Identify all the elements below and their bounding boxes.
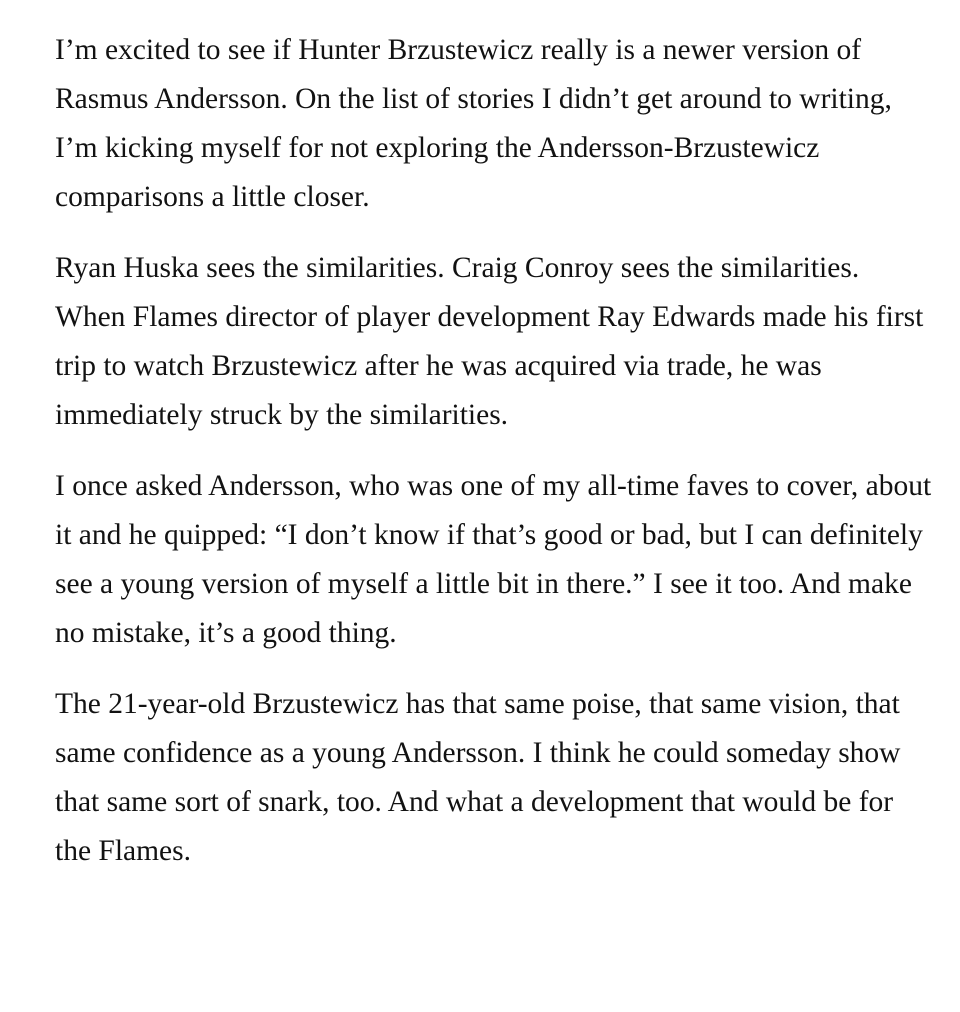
article-body bbox=[55, 26, 935, 876]
article-paragraph: I once asked Andersson, who was one of my all-time faves to cover, about it and he quipped: “I don’t know if that’s good or bad, but I can definitely see a young version of myself a little bit in there.” I see it too. And make no mistake, it’s a good thing. bbox=[55, 470, 932, 649]
article-paragraph: The 21-year-old Brzustewicz has that same poise, that same vision, that same confidence as a young Andersson. I think he could someday show that same sort of snark, too. And what a development that would be for the Flames. bbox=[55, 688, 901, 867]
article-paragraph: Ryan Huska sees the similarities. Craig Conroy sees the similarities. When Flames director of player development Ray Edwards made his first trip to watch Brzustewicz after he was acquired via trade, he was immediately struck by the similarities. bbox=[55, 252, 924, 431]
article-paragraph: I’m excited to see if Hunter Brzustewicz really is a newer version of Rasmus Andersson. On the list of stories I didn’t get around to writing, I’m kicking myself for not exploring the Andersson-Brzustewicz comparisons a little closer. bbox=[55, 34, 892, 213]
